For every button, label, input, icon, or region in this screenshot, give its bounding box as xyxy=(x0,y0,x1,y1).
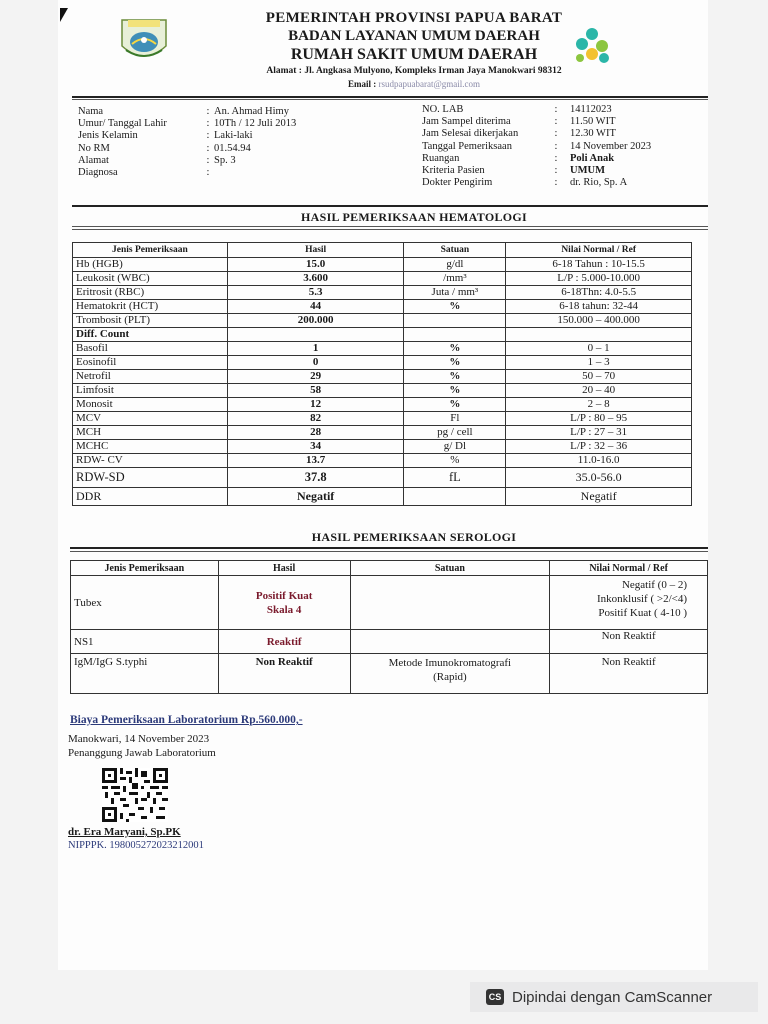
table-row xyxy=(73,286,692,300)
unit-line: (Rapid) xyxy=(433,671,467,683)
lab-label: Kriteria Pasien xyxy=(422,165,485,177)
test-ref xyxy=(506,328,692,342)
test-ref: 6-18 Tahun : 10-15.5 xyxy=(506,258,692,272)
test-result: 3.600 xyxy=(227,272,404,286)
column-header: Nilai Normal / Ref xyxy=(550,561,708,576)
test-ref: L/P : 5.000-10.000 xyxy=(506,272,692,286)
test-unit xyxy=(404,328,506,342)
test-ref: 6-18 tahun: 32-44 xyxy=(506,300,692,314)
lab-value: 11.50 WIT xyxy=(570,116,616,128)
test-name: Eritrosit (RBC) xyxy=(73,286,228,300)
test-ref: 2 – 8 xyxy=(506,398,692,412)
test-result: 28 xyxy=(227,426,404,440)
table-row xyxy=(73,440,692,454)
hematologi-table xyxy=(72,242,692,506)
info-divider xyxy=(72,205,708,207)
ref-line: Non Reaktif xyxy=(601,656,656,668)
test-result: Negatif xyxy=(227,488,404,506)
table-row xyxy=(73,356,692,370)
patient-info: Nama : An. Ahmad Himy Umur/ Tanggal Lahir : 10Th / 12 Juli 2013 Jenis Kelamin : Laki-laki No RM : 01.54.94 Alamat : Sp. 3 Diagnosa : xyxy=(78,106,297,179)
test-name: Leukosit (WBC) xyxy=(73,272,228,286)
test-ref: 1 – 3 xyxy=(506,356,692,370)
test-name: Limfosit xyxy=(73,384,228,398)
header-line3: RUMAH SAKIT UMUM DAERAH xyxy=(290,46,538,63)
patient-value: 10Th / 12 Juli 2013 xyxy=(214,118,297,130)
test-ref: 150.000 – 400.000 xyxy=(506,314,692,328)
test-ref: 0 – 1 xyxy=(506,342,692,356)
test-name: DDR xyxy=(73,488,228,506)
table-row xyxy=(73,314,692,328)
camscanner-text: Dipindai dengan CamScanner xyxy=(512,988,713,1006)
lab-value: 14112023 xyxy=(570,104,612,115)
test-name: Basofil xyxy=(73,342,228,356)
test-ref: Negatif xyxy=(506,488,692,506)
test-name: Trombosit (PLT) xyxy=(73,314,228,328)
patient-value: Laki-laki xyxy=(214,130,253,142)
test-unit xyxy=(350,576,550,630)
table-row xyxy=(73,454,692,468)
result-line: Positif Kuat xyxy=(255,589,313,602)
test-ref: 11.0-16.0 xyxy=(506,454,692,468)
test-ref: 50 – 70 xyxy=(506,370,692,384)
test-result: 58 xyxy=(227,384,404,398)
test-name: RDW- CV xyxy=(73,454,228,468)
test-result xyxy=(218,630,350,654)
test-unit: g/dl xyxy=(404,258,506,272)
email-value: rsudpapuabarat@gmail.com xyxy=(378,79,480,89)
patient-label: Diagnosa xyxy=(78,167,118,179)
patient-label: No RM xyxy=(78,142,110,154)
table-header-row xyxy=(73,243,692,258)
test-unit xyxy=(350,630,550,654)
patient-value: 01.54.94 xyxy=(214,142,251,154)
table-row xyxy=(73,468,692,488)
test-result: 200.000 xyxy=(227,314,404,328)
test-result: 5.3 xyxy=(227,286,404,300)
table-row xyxy=(73,258,692,272)
table-row xyxy=(73,488,692,506)
header-divider xyxy=(72,96,708,98)
test-unit: Juta / mm³ xyxy=(404,286,506,300)
test-result: 29 xyxy=(227,370,404,384)
test-ref xyxy=(550,630,708,654)
ref-line: Non Reaktif xyxy=(601,630,656,642)
table-row xyxy=(73,300,692,314)
test-name: IgM/IgG S.typhi xyxy=(71,654,219,694)
table-row xyxy=(71,576,708,630)
lab-value: 14 November 2023 xyxy=(570,140,652,152)
lab-label: Tanggal Pemeriksaan xyxy=(422,140,512,152)
test-result: 12 xyxy=(227,398,404,412)
lab-label: Jam Sampel diterima xyxy=(422,116,511,128)
table-row xyxy=(73,398,692,412)
patient-label: Alamat xyxy=(78,154,109,166)
test-unit: % xyxy=(404,342,506,356)
lab-label: Jam Selesai dikerjakan xyxy=(422,128,519,140)
test-unit: % xyxy=(404,300,506,314)
column-header: Hasil xyxy=(227,243,404,258)
ref-line: Inkonklusif ( >2/<4) xyxy=(596,593,687,605)
test-ref: L/P : 80 – 95 xyxy=(506,412,692,426)
test-name: NS1 xyxy=(71,630,219,654)
test-ref: 35.0-56.0 xyxy=(506,468,692,488)
test-ref: L/P : 32 – 36 xyxy=(506,440,692,454)
test-unit: fL xyxy=(404,468,506,488)
test-ref: 6-18Thn: 4.0-5.5 xyxy=(506,286,692,300)
test-name: Eosinofil xyxy=(73,356,228,370)
patient-label: Jenis Kelamin xyxy=(78,130,138,142)
table-row xyxy=(73,272,692,286)
table-row xyxy=(73,412,692,426)
column-header: Satuan xyxy=(404,243,506,258)
test-unit xyxy=(404,314,506,328)
test-result: 13.7 xyxy=(227,454,404,468)
test-unit: g/ Dl xyxy=(404,440,506,454)
doctor-nip: NIPPPK. 198005272023212001 xyxy=(68,840,204,851)
test-result xyxy=(218,654,350,694)
header-address: Alamat : Jl. Angkasa Mulyono, Kompleks Irman Jaya Manokwari 98312 xyxy=(266,66,562,76)
ref-line: Negatif (0 – 2) xyxy=(621,579,687,591)
patient-value: An. Ahmad Himy xyxy=(214,106,289,117)
lab-label: Ruangan xyxy=(422,152,460,164)
header-divider-thin xyxy=(72,99,708,100)
test-unit: % xyxy=(404,370,506,384)
test-name: Monosit xyxy=(73,398,228,412)
serologi-table xyxy=(70,560,708,694)
test-ref: 20 – 40 xyxy=(506,384,692,398)
doctor-name: dr. Era Maryani, Sp.PK xyxy=(68,826,181,838)
patient-label: Nama xyxy=(78,106,104,117)
test-name: Hematokrit (HCT) xyxy=(73,300,228,314)
test-result xyxy=(218,576,350,630)
test-unit: % xyxy=(404,356,506,370)
serologi-title-underline2 xyxy=(70,551,708,552)
test-name: MCV xyxy=(73,412,228,426)
test-unit: % xyxy=(404,398,506,412)
table-row xyxy=(71,654,708,694)
test-result: 37.8 xyxy=(227,468,404,488)
table-row xyxy=(71,630,708,654)
test-ref: L/P : 27 – 31 xyxy=(506,426,692,440)
serologi-title-underline xyxy=(70,547,708,549)
table-row xyxy=(73,384,692,398)
camscanner-logo-icon: CS xyxy=(486,989,504,1005)
column-header: Hasil xyxy=(218,561,350,576)
lab-fee: Biaya Pemeriksaan Laboratorium Rp.560.000,- xyxy=(70,714,303,726)
patient-label: Umur/ Tanggal Lahir xyxy=(78,118,167,130)
header-line1: PEMERINTAH PROVINSI PAPUA BARAT xyxy=(265,10,563,26)
unit-line: Metode Imunokromatografi xyxy=(388,657,512,669)
test-result: 34 xyxy=(227,440,404,454)
serologi-title: HASIL PEMERIKSAAN SEROLOGI xyxy=(311,530,517,544)
hematologi-title-underline xyxy=(72,226,708,227)
hematologi-title: HASIL PEMERIKSAAN HEMATOLOGI xyxy=(301,210,527,224)
test-name: MCH xyxy=(73,426,228,440)
column-header: Jenis Pemeriksaan xyxy=(71,561,219,576)
test-ref xyxy=(550,654,708,694)
test-name: MCHC xyxy=(73,440,228,454)
test-result xyxy=(227,328,404,342)
test-unit: Fl xyxy=(404,412,506,426)
ref-line: Positif Kuat ( 4-10 ) xyxy=(598,607,687,619)
result-line: Reaktif xyxy=(266,635,302,648)
test-name: Tubex xyxy=(71,576,219,630)
lab-label: Dokter Pengirim xyxy=(422,177,493,189)
test-name: Hb (HGB) xyxy=(73,258,228,272)
column-header: Satuan xyxy=(350,561,550,576)
lab-value: 12.30 WIT xyxy=(570,128,616,140)
test-unit: /mm³ xyxy=(404,272,506,286)
hematologi-title-underline2 xyxy=(72,229,708,230)
result-line: Skala 4 xyxy=(266,603,302,616)
table-header-row xyxy=(71,561,708,576)
place-date: Manokwari, 14 November 2023 xyxy=(68,733,210,745)
result-line: Non Reaktif xyxy=(255,656,313,668)
lab-label: NO. LAB xyxy=(422,104,464,115)
email-label: Email : xyxy=(347,79,377,89)
test-name: Netrofil xyxy=(73,370,228,384)
table-row xyxy=(73,426,692,440)
table-row xyxy=(73,328,692,342)
test-name: RDW-SD xyxy=(73,468,228,488)
test-result: 1 xyxy=(227,342,404,356)
test-result: 0 xyxy=(227,356,404,370)
test-name: Diff. Count xyxy=(73,328,228,342)
column-header: Jenis Pemeriksaan xyxy=(73,243,228,258)
column-header: Nilai Normal / Ref xyxy=(506,243,692,258)
test-unit: pg / cell xyxy=(404,426,506,440)
test-result: 82 xyxy=(227,412,404,426)
lab-value: dr. Rio, Sp. A xyxy=(570,177,628,189)
lab-info: NO. LAB : 14112023 Jam Sampel diterima : 11.50 WIT Jam Selesai dikerjakan : 12.30 WIT Tanggal Pemeriksaan : 14 November 2023 Ruangan : Poli Anak Kriteria Pasien : UMUM Dokter Pengirim : dr. Rio, Sp. A xyxy=(422,104,652,189)
test-unit xyxy=(350,654,550,694)
patient-value: Sp. 3 xyxy=(214,154,236,166)
qr-code-icon xyxy=(102,768,168,822)
test-unit: % xyxy=(404,384,506,398)
test-result: 15.0 xyxy=(227,258,404,272)
lab-value: Poli Anak xyxy=(570,152,615,164)
table-row xyxy=(73,342,692,356)
responsible-label: Penanggung Jawab Laboratorium xyxy=(68,747,216,759)
test-ref xyxy=(550,576,708,630)
header-email xyxy=(30,79,768,89)
table-row xyxy=(73,370,692,384)
header-line2: BADAN LAYANAN UMUM DAERAH xyxy=(288,28,540,44)
test-result: 44 xyxy=(227,300,404,314)
lab-value: UMUM xyxy=(570,165,605,177)
camscanner-watermark xyxy=(470,982,758,1012)
test-unit xyxy=(404,488,506,506)
test-unit: % xyxy=(404,454,506,468)
